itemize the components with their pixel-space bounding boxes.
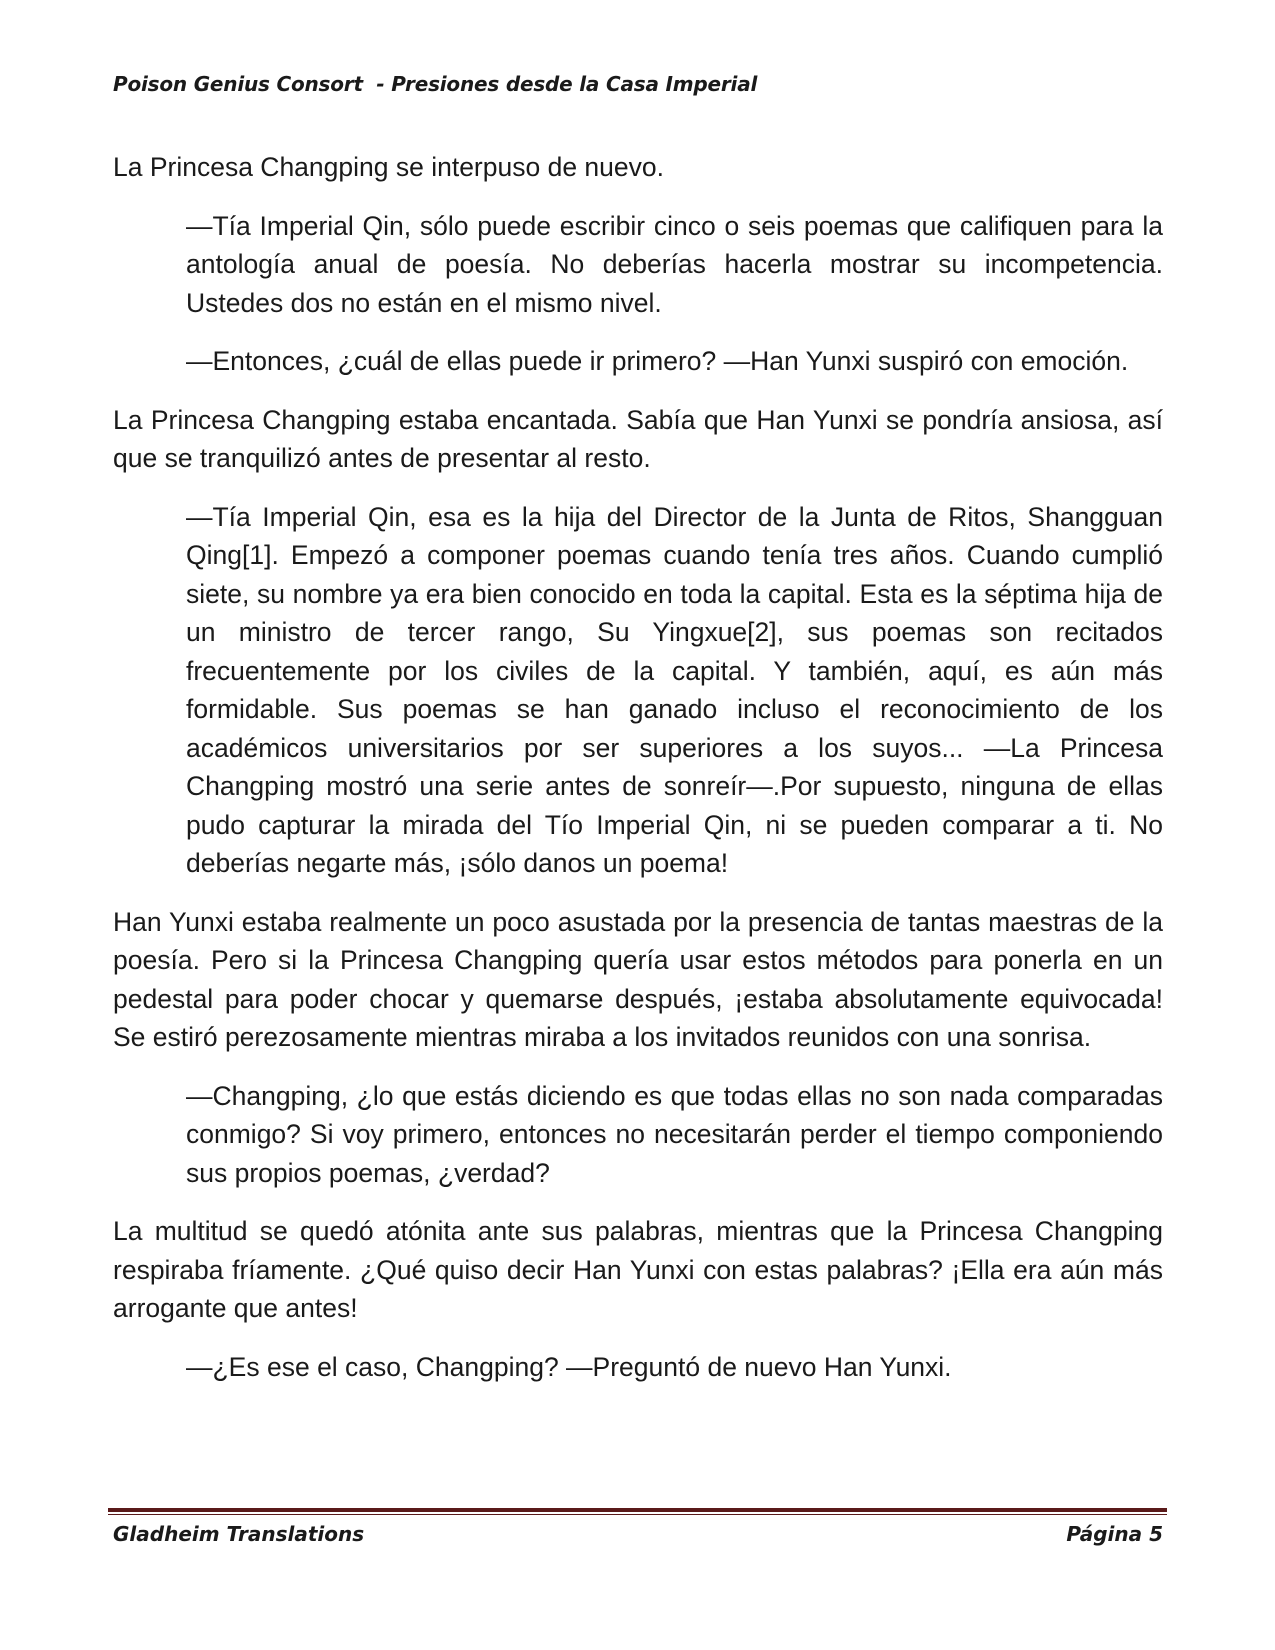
paragraph-3-dialogue: —Entonces, ¿cuál de ellas puede ir primero? —Han Yunxi suspiró con emoción. [186,346,1129,376]
footer-divider-thin-line [108,1514,1167,1515]
footer-translator: Gladheim Translations [113,1522,365,1546]
page-footer [113,1522,1163,1546]
paragraph-4: La Princesa Changping estaba encantada. Sabía que Han Yunxi se pondría ansiosa, así que se tranquilizó antes de presentar al resto. [113,404,1163,473]
paragraph-7-dialogue: —Changping, ¿lo que estás diciendo es que todas ellas no son nada comparadas conmigo? Si voy primero, entonces no necesitarán perder el tiempo componiendo sus propios poemas, ¿verdad? [186,1080,1163,1188]
paragraph-8: La multitud se quedó atónita ante sus palabras, mientras que la Princesa Changping respiraba fríamente. ¿Qué quiso decir Han Yunxi con estas palabras? ¡Ella era aún más arrogante que antes! [113,1216,1163,1323]
paragraph-9-dialogue: —¿Es ese el caso, Changping? —Preguntó de nuevo Han Yunxi. [186,1351,952,1382]
footer-page-number: Página 5 [1066,1522,1163,1546]
paragraph-2-dialogue: —Tía Imperial Qin, sólo puede escribir cinco o seis poemas que califiquen para la antología anual de poesía. No deberías hacerla mostrar su incompetencia. Ustedes dos no están en el mismo nivel. [186,210,1163,318]
paragraph-6: Han Yunxi estaba realmente un poco asustada por la presencia de tantas maestras de la poesía. Pero si la Princesa Changping quería usar estos métodos para ponerla en un pedestal para poder chocar y quemarse después, ¡estaba absolutamente equivocada! Se estiró perezosamente mientras miraba a los invitados reunidos con una sonrisa. [113,906,1163,1052]
paragraph-5-dialogue: —Tía Imperial Qin, esa es la hija del Director de la Junta de Ritos, Shangguan Qing[1]. Empezó a componer poemas cuando tenía tres años. Cuando cumplió siete, su nombre ya era bien conocido en toda la capital. Esta es la séptima hija de un ministro de tercer rango, Su Yingxue[2], sus poemas son recitados frecuentemente por los civiles de la capital. Y también, aquí, es aún más formidable. Sus poemas se han ganado incluso el reconocimiento de los académicos universitarios por ser superiores a los suyos... —La Princesa Changping mostró una serie antes de sonreír—.Por supuesto, ninguna de ellas pudo capturar la mirada del Tío Imperial Qin, ni se pueden comparar a ti. No deberías negarte más, ¡sólo danos un poema! [186,501,1163,878]
document-body [113,148,1163,1406]
paragraph-1: La Princesa Changping se interpuso de nuevo. [113,152,664,182]
footer-divider [108,1508,1167,1515]
page-header: Poison Genius Consort - Presiones desde la Casa Imperial [113,72,758,96]
